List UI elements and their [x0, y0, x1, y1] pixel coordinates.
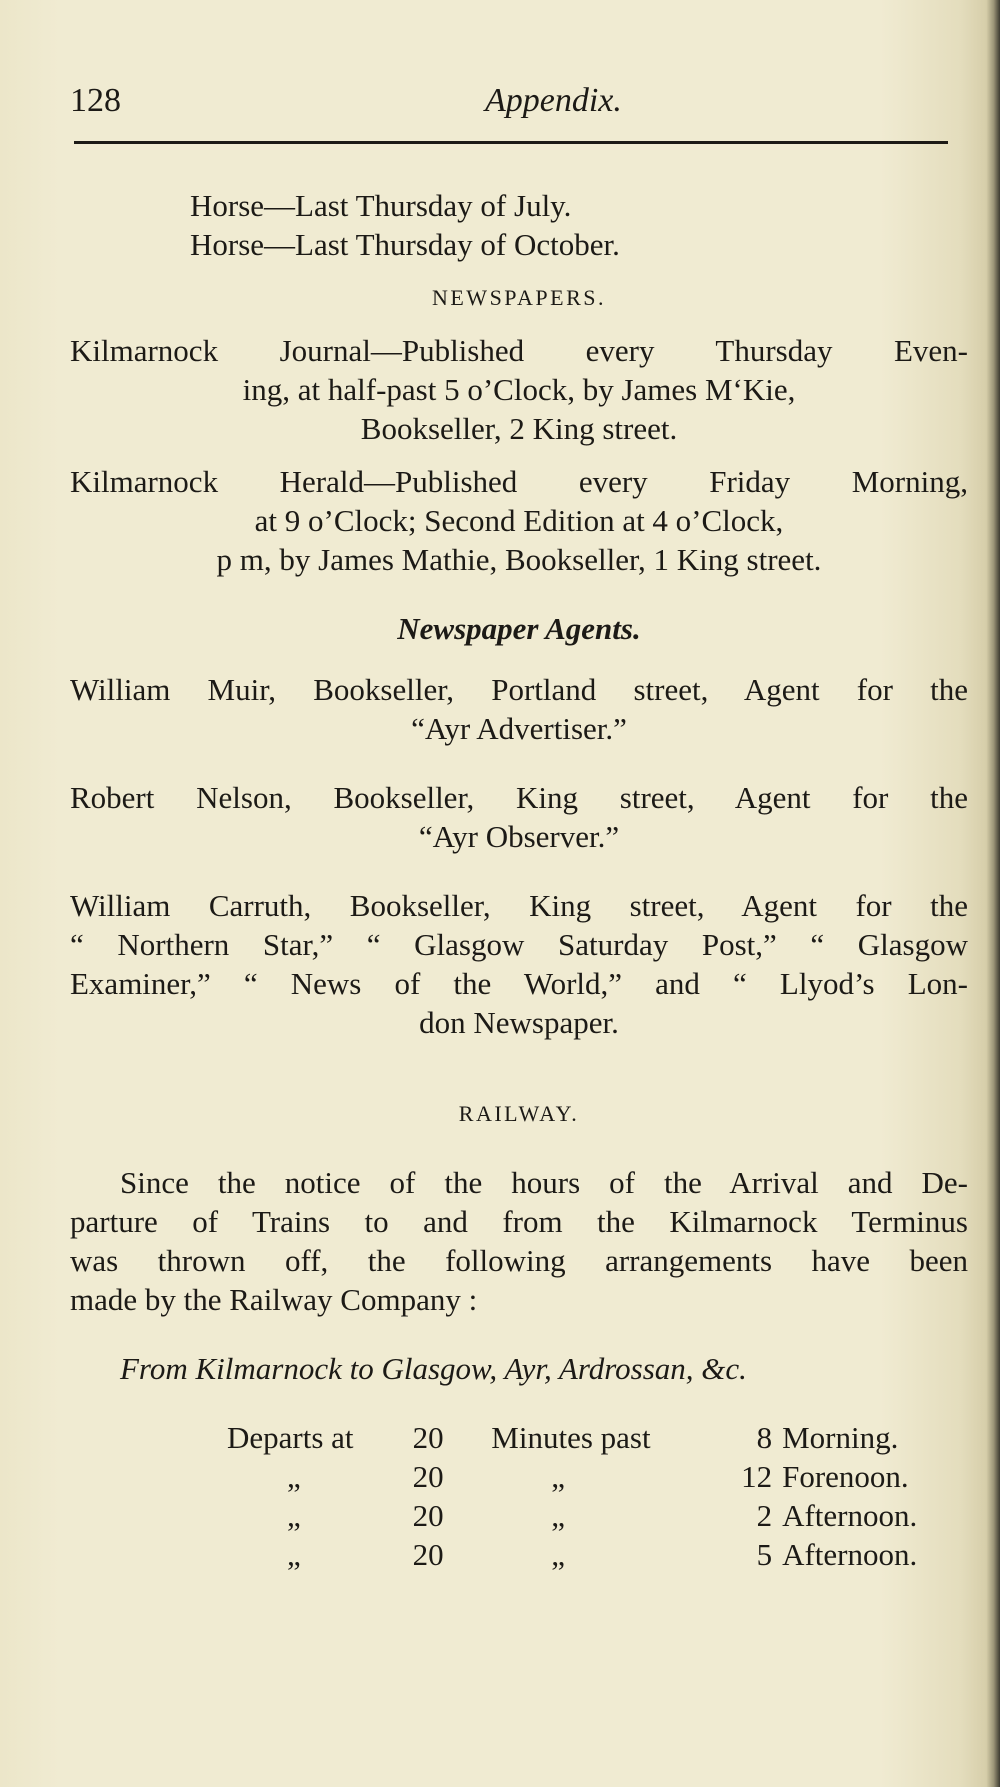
carruth-entry [70, 886, 968, 1042]
header-rule [74, 141, 948, 144]
timetable-cell: „ [287, 1498, 301, 1533]
entry-line: p m, by James Mathie, Bookseller, 1 King street. [216, 542, 822, 577]
timetable-cell: 8 [756, 1420, 773, 1455]
entry-line: ing, at half-past 5 o’Clock, by James M‘Kie, [242, 372, 796, 407]
timetable-cell: 20 [412, 1420, 444, 1455]
fair-line: Horse—Last Thursday of October. [190, 227, 620, 262]
timetable-cell: 12 [741, 1459, 773, 1494]
timetable-cell: 20 [412, 1537, 444, 1572]
entry-line: Bookseller, 2 King street. [360, 411, 678, 446]
notice-line: made by the Railway Company : [70, 1282, 478, 1317]
timetable-row [227, 1457, 968, 1496]
fair-line: Horse—Last Thursday of July. [190, 188, 572, 223]
timetable-cell: 20 [412, 1498, 444, 1533]
running-title: Appendix. [485, 82, 622, 119]
entry-line: Kilmarnock Herald—Published every Friday Morning, [70, 464, 968, 499]
entry-line: “Ayr Observer.” [418, 819, 620, 854]
entry-line: Kilmarnock Journal—Published every Thursday Even- [70, 333, 968, 368]
page-header [70, 82, 950, 132]
timetable-cell: „ [551, 1498, 566, 1533]
train-timetable [227, 1418, 968, 1574]
newspapers-heading: NEWSPAPERS. [431, 285, 606, 310]
entry-line: William Muir, Bookseller, Portland street, Agent for the [70, 672, 968, 707]
timetable-cell: Afternoon. [782, 1537, 918, 1572]
timetable-cell: Afternoon. [782, 1498, 918, 1533]
entry-line: Examiner,” “ News of the World,” and “ Llyod’s Lon- [70, 966, 968, 1001]
notice-line: parture of Trains to and from the Kilmarnock Terminus [70, 1204, 968, 1239]
entry-line: “Ayr Advertiser.” [411, 711, 627, 746]
timetable-cell: 2 [756, 1498, 773, 1533]
page-number: 128 [70, 82, 121, 119]
railway-heading: RAILWAY. [458, 1101, 580, 1126]
route-heading: From Kilmarnock to Glasgow, Ayr, Ardrossan, &c. [120, 1351, 747, 1386]
railway-notice [70, 1163, 968, 1319]
timetable-cell: Departs at [227, 1420, 354, 1455]
entry-line: don Newspaper. [419, 1005, 619, 1040]
timetable-row [227, 1496, 968, 1535]
timetable-cell: „ [551, 1459, 566, 1494]
agents-heading: Newspaper Agents. [397, 611, 641, 646]
timetable-cell: 20 [412, 1459, 444, 1494]
muir-entry [70, 670, 968, 748]
entry-line: “ Northern Star,” “ Glasgow Saturday Post,” “ Glasgow [70, 927, 968, 962]
entry-line: at 9 o’Clock; Second Edition at 4 o’Clock, [254, 503, 784, 538]
timetable-cell: „ [287, 1459, 301, 1494]
timetable-row [227, 1535, 968, 1574]
journal-entry [70, 331, 968, 448]
notice-line: Since the notice of the hours of the Arrival and De- [120, 1165, 968, 1200]
timetable-cell: Forenoon. [782, 1459, 909, 1494]
timetable-cell: „ [551, 1537, 566, 1572]
nelson-entry [70, 778, 968, 856]
herald-entry [70, 462, 968, 579]
timetable-cell: 5 [756, 1537, 773, 1572]
book-spine-edge [986, 0, 1000, 1787]
timetable-cell: „ [287, 1537, 301, 1572]
page-body [70, 186, 968, 1574]
timetable-cell: Morning. [782, 1420, 899, 1455]
timetable-cell: Minutes past [491, 1420, 651, 1455]
timetable-row [227, 1418, 968, 1457]
notice-line: was thrown off, the following arrangements have been [70, 1243, 968, 1278]
entry-line: William Carruth, Bookseller, King street, Agent for the [70, 888, 968, 923]
entry-line: Robert Nelson, Bookseller, King street, Agent for the [70, 780, 968, 815]
